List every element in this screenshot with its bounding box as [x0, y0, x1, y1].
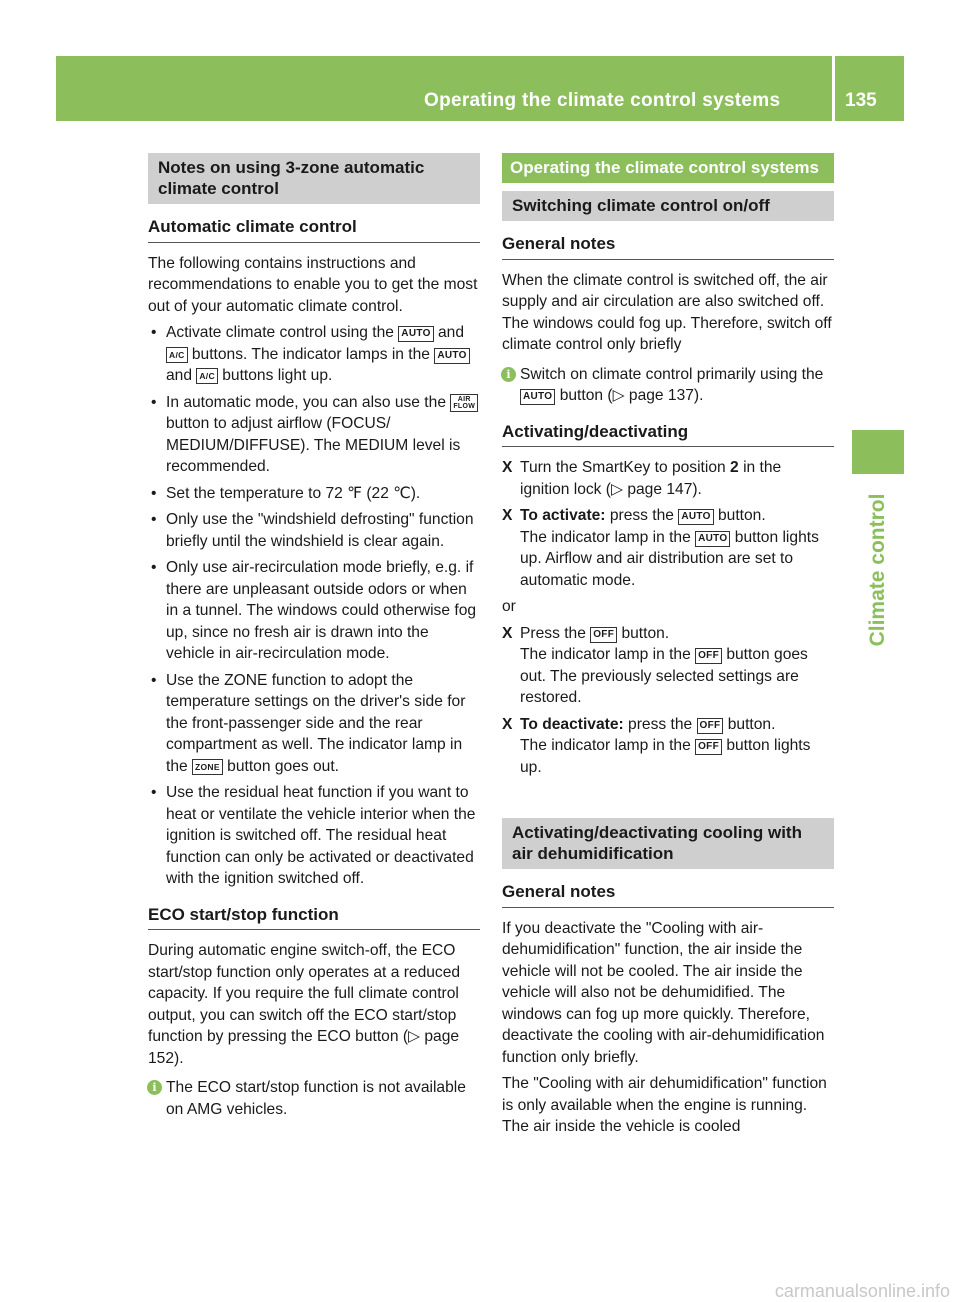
info-note: i Switch on climate control primarily using the AUTO button (▷ page 137).: [502, 364, 834, 407]
info-icon: i: [501, 367, 516, 382]
off-key: OFF: [697, 718, 724, 734]
info-note: [148, 1077, 480, 1120]
auto-key: AUTO: [678, 509, 713, 525]
off-key: OFF: [695, 739, 722, 755]
left-column: [148, 153, 480, 1125]
step-marker: X: [502, 459, 513, 476]
eco-paragraph: During automatic engine switch-off, the ECO start/stop function only operates at a reduced capacity. If you require the full climate control output, you can switch off the ECO start/stop function by pressing the ECO button (▷ page 152).: [148, 942, 461, 1067]
subheading-automatic-climate: Automatic climate control: [148, 216, 480, 243]
airflow-key-top: AIR: [457, 395, 471, 403]
or-text: or: [502, 598, 516, 615]
step-marker: X: [502, 507, 513, 524]
ac-key: A/C: [196, 368, 218, 384]
page-header: [56, 56, 904, 121]
list-item: • In automatic mode, you can also use the AIR FLOW button to adjust airflow (FOCUS/ MEDIUM/DIFFUSE). The MEDIUM level is recommended.: [148, 392, 480, 478]
section-box-title: Switching climate control on/off: [502, 191, 834, 221]
right-column: [502, 153, 834, 1143]
info-note-text: The ECO start/stop function is not available on AMG vehicles.: [166, 1079, 466, 1118]
side-tab: [848, 480, 908, 660]
off-key: OFF: [590, 627, 617, 643]
side-tab-marker: [852, 430, 904, 474]
chapter-title: Operating the climate control systems: [502, 153, 834, 183]
header-title: Operating the climate control systems: [424, 90, 781, 111]
footer-watermark: carmanualsonline.info: [774, 1281, 950, 1301]
list-item: • Activate climate control using the AUTO and A/C buttons. The indicator lamps in the AUTO and A/C buttons light up.: [148, 322, 480, 387]
list-item: • Use the residual heat function if you want to heat or ventilate the vehicle interior when the ignition is switched off. The residual heat function can only be activated or deactivated with the ignition switched off.: [148, 782, 480, 890]
header-separator: [832, 56, 835, 121]
subheading-general-notes: General notes: [502, 233, 834, 260]
instruction-step: X Turn the SmartKey to position 2 in the ignition lock (▷ page 147).: [502, 459, 782, 498]
section-box-title: Activating/deactivating cooling with air dehumidification: [502, 818, 834, 869]
zone-key: ZONE: [192, 759, 223, 775]
auto-key: AUTO: [434, 348, 469, 364]
list-item: • Only use the "windshield defrosting" function briefly until the windshield is clear again.: [148, 509, 480, 552]
list-item: • Only use air-recirculation mode briefly, e.g. if there are unpleasant outside odors or when in a tunnel. The windows could otherwise fog up, since no fresh air is drawn into the vehicle in air-recirculation mode.: [148, 557, 480, 665]
step-marker: X: [502, 715, 513, 733]
list-item: • Set the temperature to 72 ‌℉ (22 ‌℃).: [148, 483, 480, 505]
page-number: 135: [845, 90, 877, 111]
section-box-title: Notes on using 3-zone automatic climate control: [148, 153, 480, 204]
subheading-eco: ECO start/stop function: [148, 904, 480, 931]
auto-key: AUTO: [695, 531, 730, 547]
airflow-key-bottom: FLOW: [453, 402, 476, 410]
list-item: • Use the ZONE function to adopt the temperature settings on the driver's side for the front-passenger side and the rear compartment as well. The indicator lamp in the ZONE button goes out.: [148, 670, 480, 778]
airflow-key: [450, 394, 478, 412]
side-tab-label: Climate control: [866, 493, 889, 647]
subheading-activating: Activating/deactivating: [502, 421, 834, 448]
general-notes-paragraph: When the climate control is switched off, the air supply and air circulation are also switched off. The windows could fog up. Therefore, switch off climate control only briefly: [502, 271, 832, 353]
cooling-paragraph-1: If you deactivate the "Cooling with air-dehumidification" function, the air inside the vehicle will not be cooled. The air inside the vehicle will also not be dehumidified. The windows can fog up more quickly. Therefore, deactivate the cooling with air-dehumidification function only briefly.: [502, 919, 825, 1066]
auto-key: AUTO: [520, 389, 555, 405]
instruction-step: X Press the OFF button. The indicator lamp in the OFF button goes out. The previously selected settings are restored.: [502, 624, 808, 706]
instruction-step: X To deactivate: press the OFF button. The indicator lamp in the OFF button lights up.: [502, 715, 811, 776]
subheading-general-notes: General notes: [502, 881, 834, 908]
instruction-step: X To activate: press the AUTO button. The indicator lamp in the AUTO button lights up. Airflow and air distribution are set to automatic mode.: [502, 507, 819, 589]
auto-key: AUTO: [398, 326, 433, 342]
off-key: OFF: [695, 648, 722, 664]
ac-key: A/C: [166, 347, 188, 363]
info-icon: i: [147, 1080, 162, 1095]
intro-paragraph: The following contains instructions and recommendations to enable you to get the most out of your automatic climate control.: [148, 254, 478, 315]
cooling-paragraph-2: The "Cooling with air dehumidification" function is only available when the engine is running. The air inside the vehicle is cooled: [502, 1075, 827, 1135]
step-marker: X: [502, 624, 513, 642]
